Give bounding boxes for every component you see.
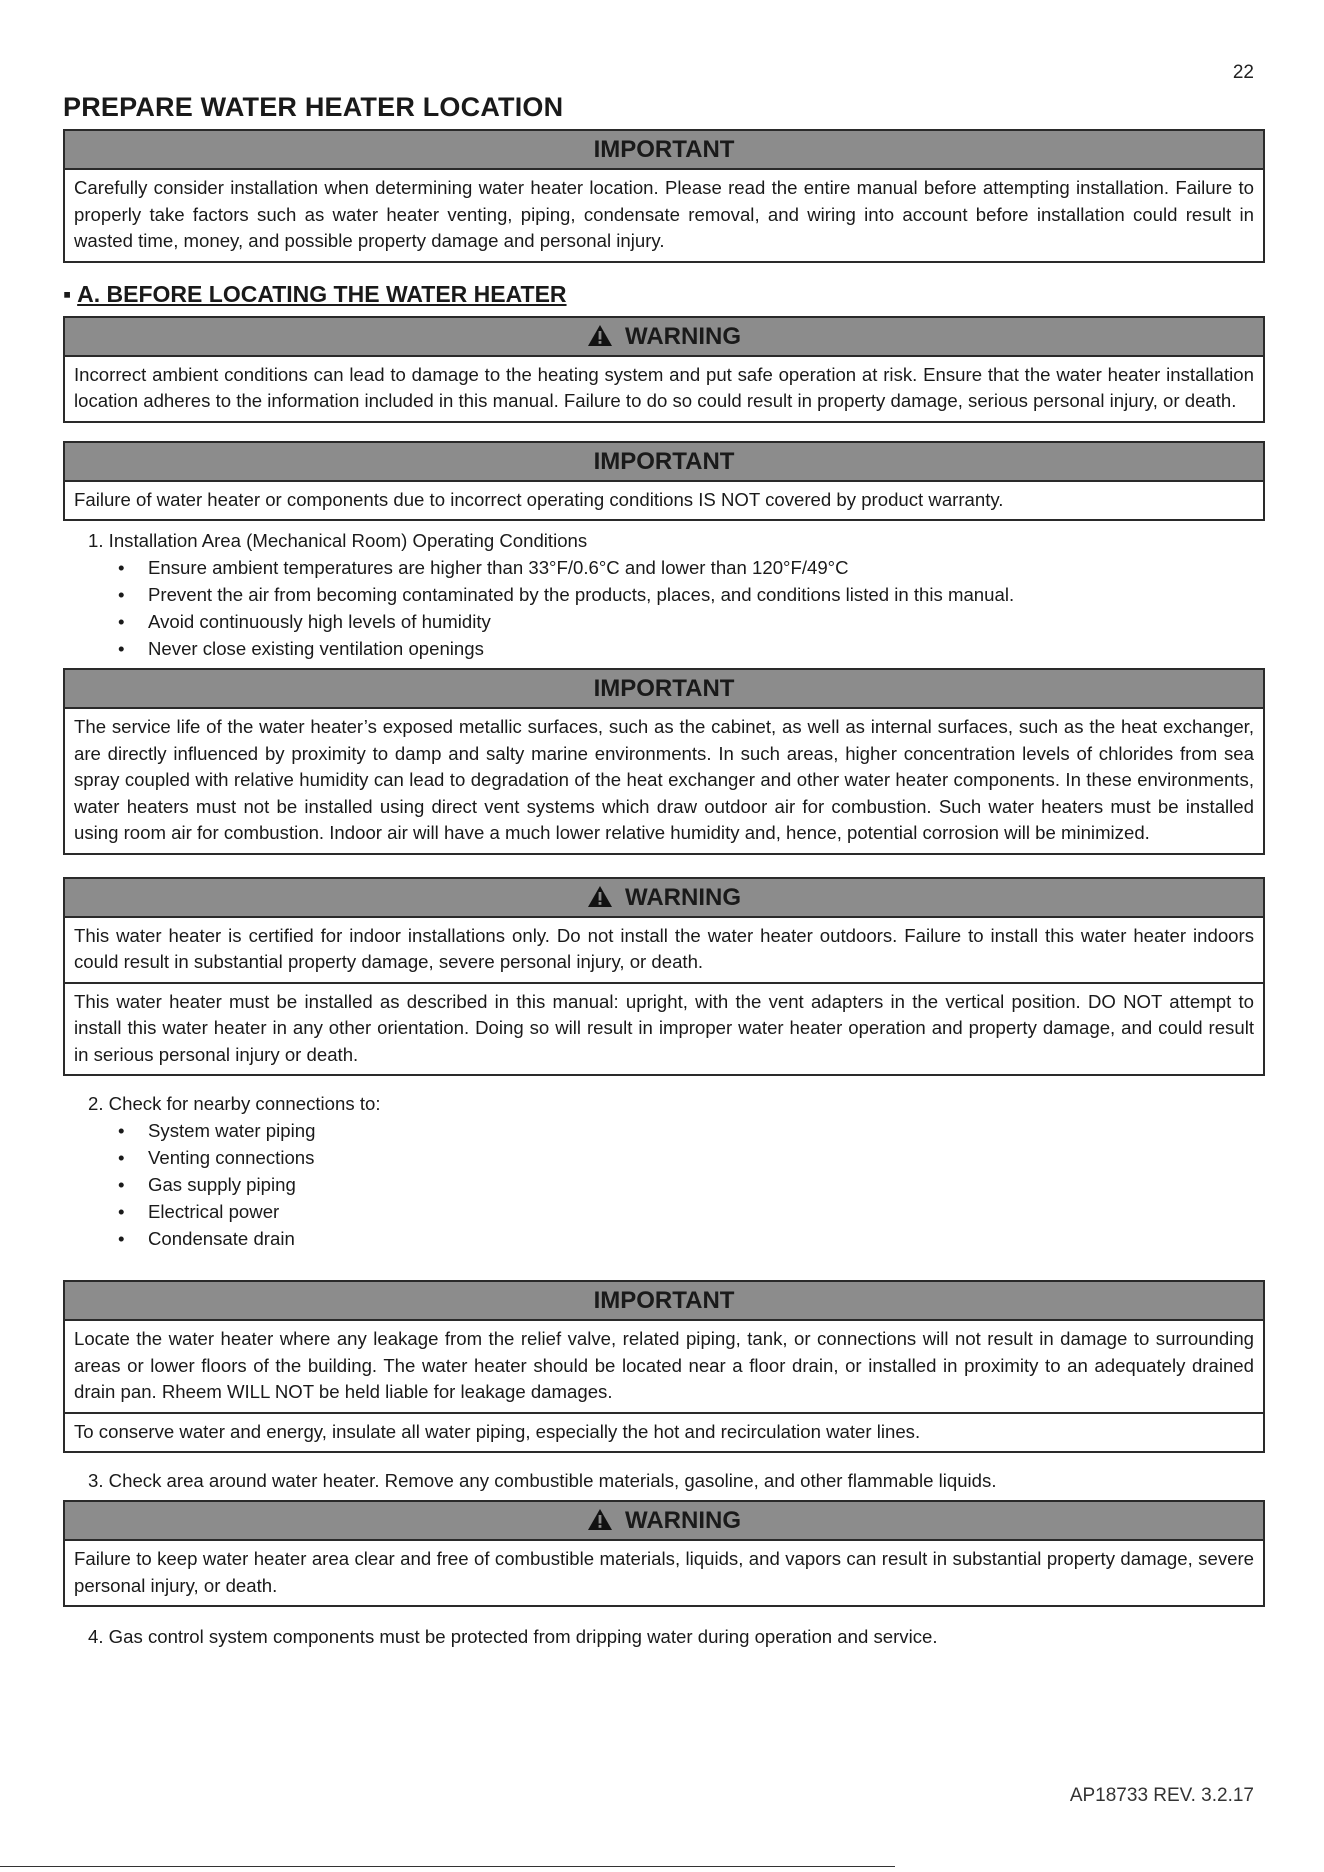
list-item: • Never close existing ventilation openings <box>118 635 1265 662</box>
warning-triangle-icon <box>587 321 613 358</box>
notice-header <box>65 318 1263 357</box>
notice-header: IMPORTANT <box>65 670 1263 709</box>
notice-body: Incorrect ambient conditions can lead to damage to the heating system and put safe operation at risk. Ensure that the water heater installation location adheres to the information included in this manual. Failure to do so could result in property damage, serious personal injury, or death. <box>74 363 1254 411</box>
section-bullet: ▪ <box>63 280 72 307</box>
warning-notice <box>63 316 1265 423</box>
warning-triangle-icon <box>587 882 613 919</box>
step-4 <box>88 1623 1265 1650</box>
step-2 <box>88 1090 1265 1252</box>
notice-body: This water heater is certified for indoor installations only. Do not install the water heater outdoors. Failure to install this water heater indoors could result in substantial property damage, severe personal injury, or death. <box>74 924 1254 972</box>
step-title: 1. Installation Area (Mechanical Room) Operating Conditions <box>88 530 588 551</box>
section-heading-text: A. BEFORE LOCATING THE WATER HEATER <box>77 280 567 307</box>
notice-header: IMPORTANT <box>65 443 1263 482</box>
important-notice <box>63 129 1265 263</box>
notice-body: The service life of the water heater’s exposed metallic surfaces, such as the cabinet, as well as internal surfaces, such as the heat exchanger, are directly influenced by proximity to damp and salty marine environments. In such areas, higher concentration levels of chlorides from sea spray coupled with relative humidity can lead to degradation of the heat exchanger and other water heater components. In these environments, water heaters must not be installed using direct vent systems which draw outdoor air for combustion. Such water heaters must be installed using room air for combustion. Indoor air will have a much lower relative humidity and, hence, potential corrosion will be minimized. <box>74 716 1254 843</box>
list-item: • Prevent the air from becoming contaminated by the products, places, and conditions listed in this manual. <box>118 581 1265 608</box>
warning-triangle-icon <box>587 1505 613 1542</box>
document-content <box>63 92 1265 1656</box>
document-revision-code: AP18733 REV. 3.2.17 <box>1069 1785 1254 1806</box>
page-title: PREPARE WATER HEATER LOCATION <box>63 92 564 122</box>
notice-body: To conserve water and energy, insulate all water piping, especially the hot and recirculation water lines. <box>65 1412 1263 1452</box>
notice-body: Failure to keep water heater area clear and free of combustible materials, liquids, and vapors can result in substantial property damage, severe personal injury, or death. <box>74 1548 1254 1596</box>
bullet-list <box>88 1117 1265 1252</box>
warning-notice <box>63 1500 1265 1607</box>
page-number: 22 <box>1232 62 1254 83</box>
notice-header-text: WARNING <box>625 322 741 350</box>
notice-header <box>65 1502 1263 1541</box>
notice-header: IMPORTANT <box>65 1282 1263 1321</box>
list-item: • Gas supply piping <box>118 1171 1265 1198</box>
list-item: • System water piping <box>118 1117 1265 1144</box>
notice-header-text: WARNING <box>625 1507 741 1534</box>
step-title: 2. Check for nearby connections to: <box>88 1093 381 1114</box>
notice-body: This water heater must be installed as described in this manual: upright, with the vent adapters in the vertical position. DO NOT attempt to install this water heater in any other orientation. Doing so will result in improper water heater operation and property damage, and could result in serious personal injury or death. <box>65 982 1263 1075</box>
notice-body: Locate the water heater where any leakage from the relief valve, related piping, tank, or connections will not result in damage to surrounding areas or lower floors of the building. The water heater should be located near a floor drain, or installed in proximity to an adequately drained drain pan. Rheem WILL NOT be held liable for leakage damages. <box>74 1328 1254 1402</box>
important-notice <box>63 668 1265 855</box>
notice-header: IMPORTANT <box>65 131 1263 170</box>
notice-header <box>65 879 1263 918</box>
notice-body: Failure of water heater or components due to incorrect operating conditions IS NOT covered by product warranty. <box>74 488 1004 510</box>
step-1 <box>88 527 1265 662</box>
step-title: 4. Gas control system components must be protected from dripping water during operation and service. <box>88 1626 938 1647</box>
list-item: • Venting connections <box>118 1144 1265 1171</box>
step-title: 3. Check area around water heater. Remove any combustible materials, gasoline, and other flammable liquids. <box>88 1470 997 1491</box>
list-item: • Avoid continuously high levels of humidity <box>118 608 1265 635</box>
step-3 <box>88 1467 1265 1494</box>
list-item: • Condensate drain <box>118 1225 1265 1252</box>
important-notice <box>63 1280 1265 1453</box>
section-heading <box>63 281 1265 308</box>
list-item: • Electrical power <box>118 1198 1265 1225</box>
bottom-divider <box>0 1866 895 1867</box>
list-item: • Ensure ambient temperatures are higher than 33°F/0.6°C and lower than 120°F/49°C <box>118 554 1265 581</box>
important-notice <box>63 441 1265 522</box>
notice-body: Carefully consider installation when determining water heater location. Please read the entire manual before attempting installation. Failure to properly take factors such as water heater venting, piping, condensate removal, and wiring into account before installation could result in wasted time, money, and possible property damage and personal injury. <box>74 177 1254 251</box>
notice-header-text: WARNING <box>625 883 741 911</box>
warning-notice <box>63 877 1265 1077</box>
bullet-list <box>88 554 1265 662</box>
